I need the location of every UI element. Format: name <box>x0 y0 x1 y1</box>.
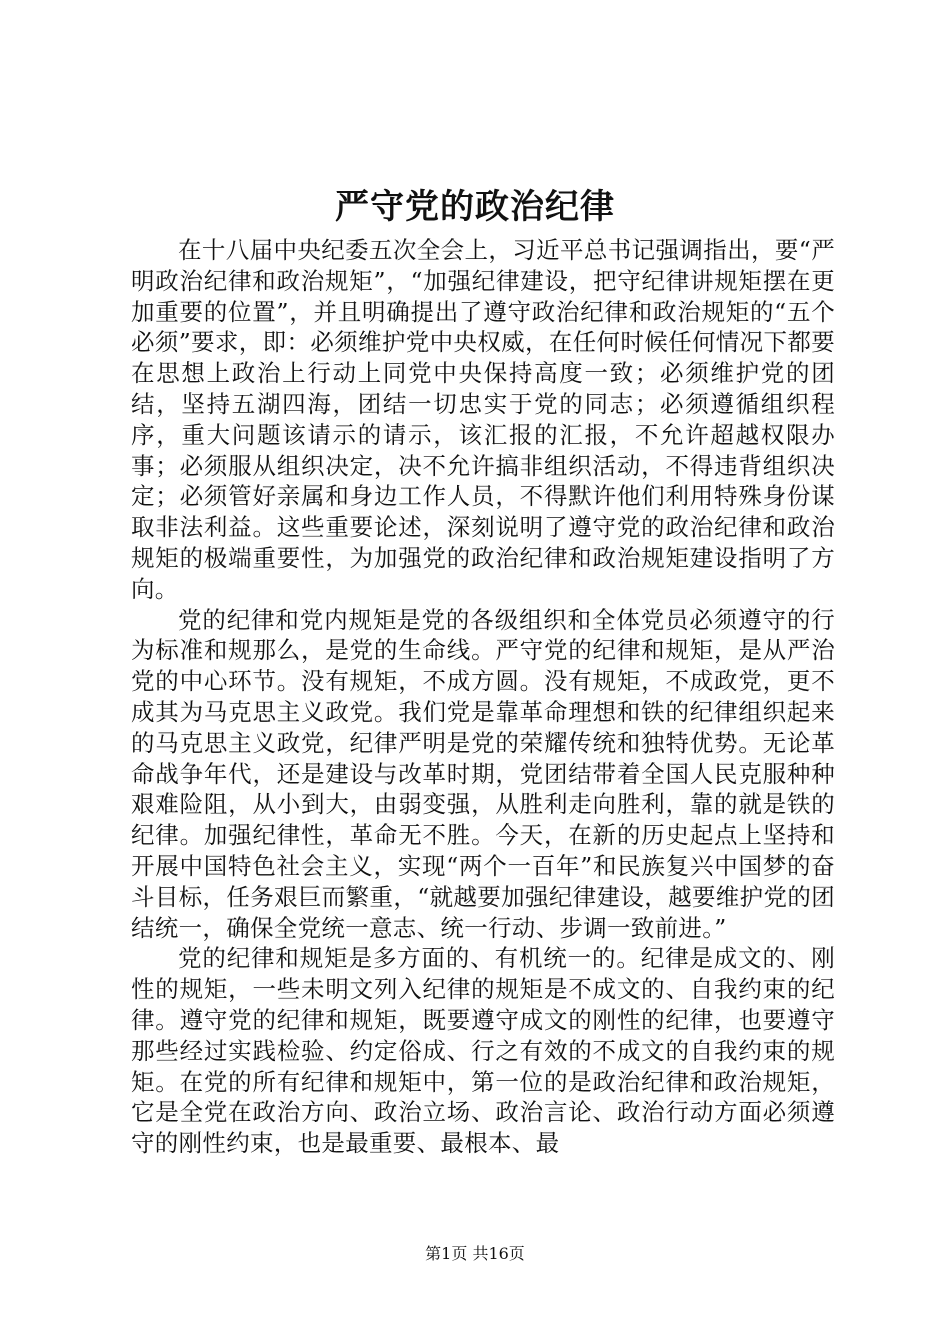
paragraph-3: 党的纪律和规矩是多方面的、有机统一的。纪律是成文的、刚性的规矩，一些未明文列入纪律的规矩是不成文的、自我约束的纪律。遵守党的纪律和规矩，既要遵守成文的刚性的纪律，也要遵守那些经过实践检验、约定俗成、行之有效的不成文的自我约束的规矩。在党的所有纪律和规矩中，第一位的是政治纪律和政治规矩，它是全党在政治方向、政治立场、政治言论、政治行动方面必须遵守的刚性约束，也是最重要、最根本、最 <box>131 944 835 1158</box>
document-title: 严守党的政治纪律 <box>335 187 615 227</box>
document-body <box>131 235 835 1159</box>
paragraph-2: 党的纪律和党内规矩是党的各级组织和全体党员必须遵守的行为标准和规那么，是党的生命线。严守党的纪律和规矩，是从严治党的中心环节。没有规矩，不成方圆。没有规矩，不成政党，更不成其为马克思主义政党。我们党是靠革命理想和铁的纪律组织起来的马克思主义政党，纪律严明是党的荣耀传统和独特优势。无论革命战争年代，还是建设与改革时期，党团结带着全国人民克服种种艰难险阻，从小到大，由弱变强，从胜利走向胜利，靠的就是铁的纪律。加强纪律性，革命无不胜。今天，在新的历史起点上坚持和开展中国特色社会主义，实现“两个一百年”和民族复兴中国梦的奋斗目标，任务艰巨而繁重，“就越要加强纪律建设，越要维护党的团结统一，确保全党统一意志、统一行动、步调一致前进。” <box>131 605 835 942</box>
paragraph-1: 在十八届中央纪委五次全会上，习近平总书记强调指出，要“严明政治纪律和政治规矩”，“加强纪律建设，把守纪律讲规矩摆在更加重要的位置”，并且明确提出了遵守政治纪律和政治规矩的“五个必须”要求，即：必须维护党中央权威，在任何时候任何情况下都要在思想上政治上行动上同党中央保持高度一致；必须维护党的团结，坚持五湖四海，团结一切忠实于党的同志；必须遵循组织程序，重大问题该请示的请示，该汇报的汇报，不允许超越权限办事；必须服从组织决定，决不允许搞非组织活动，不得违背组织决定；必须管好亲属和身边工作人员，不得默许他们利用特殊身份谋取非法利益。这些重要论述，深刻说明了遵守党的政治纪律和政治规矩的极端重要性，为加强党的政治纪律和政治规矩建设指明了方向。 <box>131 236 835 603</box>
page-number-footer: 第1页 共16页 <box>425 1244 525 1263</box>
